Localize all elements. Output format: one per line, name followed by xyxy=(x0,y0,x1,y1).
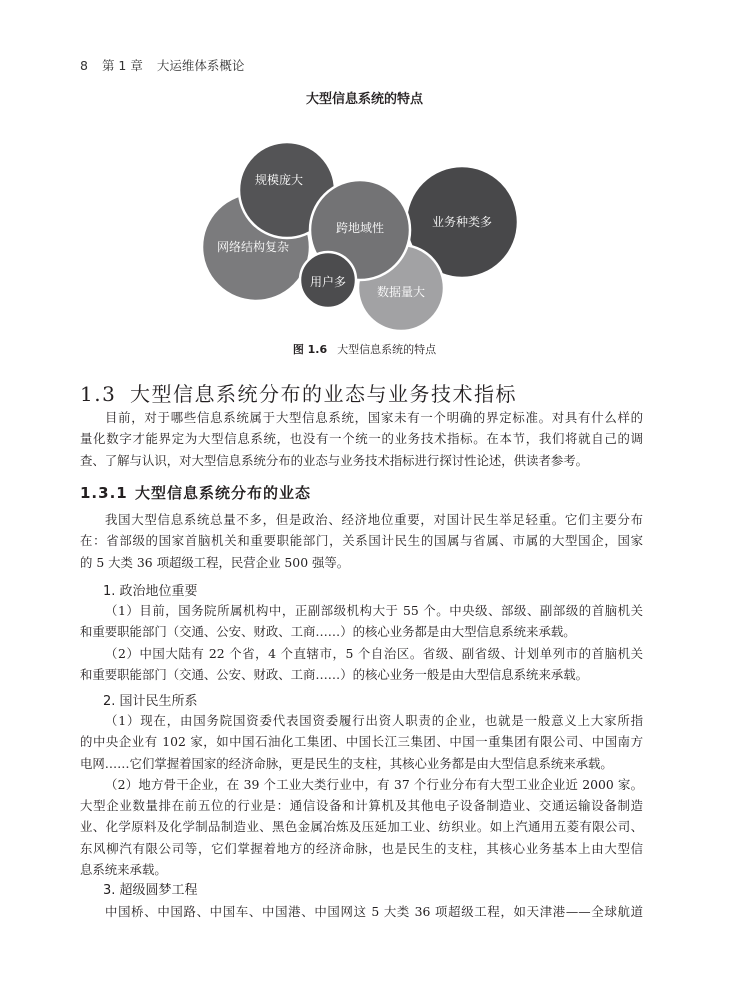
bubble-label: 用户多 xyxy=(309,275,347,289)
subhead-1: 1. 政治地位重要 xyxy=(103,584,198,599)
subhead-2: 2. 国计民生所系 xyxy=(103,694,198,709)
figure-title: 大型信息系统的特点 xyxy=(305,92,423,107)
subsection-title: 大型信息系统分布的业态 xyxy=(135,484,312,502)
section-title: 大型信息系统分布的业态与业务技术指标 xyxy=(130,382,517,406)
text-line: 息系统来承载。 xyxy=(80,862,167,878)
mega-project-paragraph xyxy=(80,901,643,922)
subsection-number: 1.3.1 xyxy=(80,484,128,502)
bubble-label: 跨地域性 xyxy=(335,221,385,235)
many-users-bubble xyxy=(300,252,356,308)
text-line: 东风柳汽有限公司等，它们掌握着地方的经济命脉，也是民生的支柱，其核心业务基本上由大型信 xyxy=(80,840,643,856)
text-line: 和重要职能部门（交通、公安、财政、工商……）的核心业务一般是由大型信息系统来承载。 xyxy=(80,666,589,682)
text-line: （2）中国大陆有 22 个省，4 个直辖市，5 个自治区。省级、副省级、计划单列市的首脑机关 xyxy=(105,645,643,661)
text-line: 量化数字才能界定为大型信息系统，也没有一个统一的业务技术指标。在本节，我们将就自己的调 xyxy=(80,431,643,447)
figure-caption xyxy=(0,341,729,357)
chapter-title: 大运维体系概论 xyxy=(156,58,245,73)
bubble-label: 业务种类多 xyxy=(431,215,493,229)
text-line: 查、了解与认识，对大型信息系统分布的业态与业务技术指标进行探讨性论述，供读者参考。 xyxy=(80,452,589,468)
subsection-heading xyxy=(80,482,311,503)
page-number: 8 xyxy=(80,58,88,73)
intro-paragraph xyxy=(80,407,643,471)
text-line: 和重要职能部门（交通、公安、财政、工商……）的核心业务都是由大型信息系统来承载。 xyxy=(80,624,576,640)
text-line: （1）目前，国务院所属机构中，正副部级机构大于 55 个。中央级、部级、副部级的首脑机关 xyxy=(105,603,643,618)
text-line: 电网……它们掌握着国家的经济命脉，更是民生的支柱，其核心业务都是由大型信息系统来承载。 xyxy=(80,755,613,771)
bubble-label: 数据量大 xyxy=(376,285,426,299)
political-paragraphs xyxy=(80,600,643,685)
text-line: 的中央企业有 102 家，如中国石油化工集团、中国长江三集团、中国一重集团有限公司、中国南方 xyxy=(80,734,643,750)
bubble-diagram xyxy=(0,0,729,340)
section-heading xyxy=(80,378,517,407)
text-line: 业、化学原料及化学制品制造业、黑色金属冶炼及压延加工业、纺织业。如上汽通用五菱有限公司、 xyxy=(80,819,643,835)
text-line: 在：省部级的国家首脑机关和重要职能部门，关系国计民生的国属与省属、市属的大型国企，国家 xyxy=(80,533,643,549)
section-number: 1.3 xyxy=(80,382,117,406)
chapter-number: 第 1 章 xyxy=(101,58,143,73)
caption-label: 图 1.6 xyxy=(292,343,328,356)
text-line: 目前，对于哪些信息系统属于大型信息系统，国家未有一个明确的界定标准。对具有什么样的 xyxy=(105,410,643,425)
text-line: 中国桥、中国路、中国车、中国港、中国网这 5 大类 36 项超级工程，如天津港——全球航道 xyxy=(105,904,643,919)
text-line: 大型企业数量排在前五位的行业是：通信设备和计算机及其他电子设备制造业、交通运输设备制造 xyxy=(80,798,643,814)
text-line: 的 5 大类 36 项超级工程，民营企业 500 强等。 xyxy=(80,554,350,570)
economy-paragraphs xyxy=(80,710,643,880)
subsection-paragraph xyxy=(80,509,643,573)
text-line: （1）现在，由国务院国资委代表国资委履行出资人职责的企业，也就是一般意义上大家所指 xyxy=(105,713,643,728)
caption-text: 大型信息系统的特点 xyxy=(337,343,437,356)
bubble-label: 规模庞大 xyxy=(254,173,304,187)
bubble-label: 网络结构复杂 xyxy=(216,240,290,254)
subhead-3: 3. 超级圆梦工程 xyxy=(103,883,198,898)
text-line: （2）地方骨干企业，在 39 个工业大类行业中，有 37 个行业分布有大型工业企业近 2000 家。 xyxy=(105,776,643,792)
text-line: 我国大型信息系统总量不多，但是政治、经济地位重要，对国计民生举足轻重。它们主要分布 xyxy=(105,512,643,527)
